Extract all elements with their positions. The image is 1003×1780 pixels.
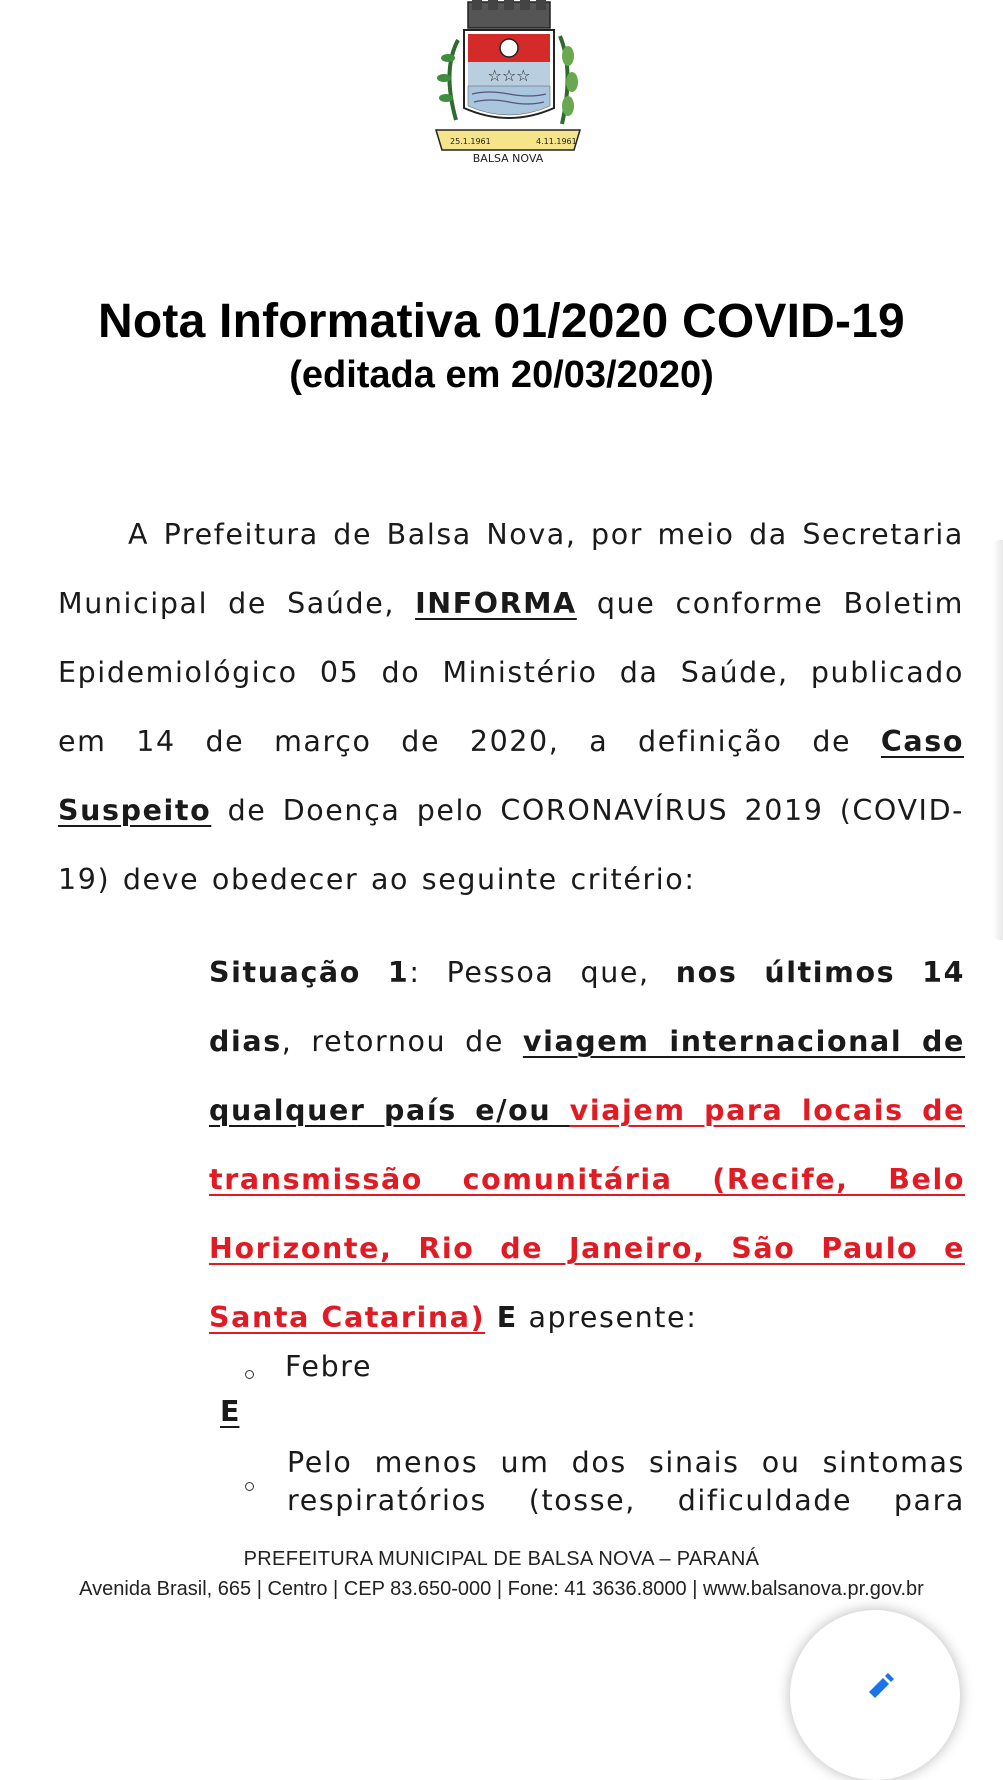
and-connector-marker: E (220, 1395, 240, 1428)
svg-text:4.11.1961: 4.11.1961 (536, 137, 577, 146)
bullet-circle-icon (245, 1370, 254, 1379)
symptom-label-fever: Febre (285, 1350, 373, 1383)
para-text-3: de Doença pelo CORONAVÍRUS 2019 (COVID-19) deve obedecer ao seguinte critério: (58, 794, 964, 896)
svg-text:BALSA NOVA: BALSA NOVA (472, 152, 544, 165)
intro-paragraph (58, 500, 964, 914)
symptom-label-respiratory: Pelo menos um dos sinais ou sintomas respiratórios (tosse, dificuldade para (287, 1446, 965, 1517)
last-14-days-emphasis: nos últimos 14 dias (209, 956, 966, 1058)
municipal-crest-logo (428, 0, 588, 170)
pencil-icon (865, 1670, 895, 1700)
para-text-2: que conforme Boletim Epidemiológico 05 do Ministério da Saúde, publicado em 14 de março de 2020, a definição de (58, 587, 964, 758)
community-transmission-emphasis: viajem para locais de transmissão comunitária (Recife, Belo Horizonte, Rio de Janeiro, São Paulo e Santa Catarina) (209, 1094, 965, 1334)
situation-text-2: , retornou de (281, 1025, 523, 1058)
situation-label: Situação 1 (209, 956, 410, 989)
and-connector: E (485, 1301, 518, 1334)
document-title: Nota Informativa 01/2020 COVID-19 (98, 295, 905, 348)
floating-action-button[interactable] (790, 1610, 960, 1780)
situation-text-1: : Pessoa que, (409, 956, 676, 989)
informa-emphasis: INFORMA (415, 587, 577, 620)
international-travel-emphasis: viagem internacional de qualquer país e/ou (209, 1025, 965, 1127)
situation-text-3: apresente: (517, 1301, 698, 1334)
situation-1-block (209, 938, 965, 1352)
svg-text:25.1.1961: 25.1.1961 (450, 137, 491, 146)
footer-institution: PREFEITURA MUNICIPAL DE BALSA NOVA – PARANÁ (243, 1548, 760, 1570)
para-text-1: A Prefeitura de Balsa Nova, por meio da Secretaria Municipal de Saúde, (58, 518, 964, 620)
caso-suspeito-emphasis: Caso Suspeito (58, 725, 964, 827)
scroll-edge-handle[interactable] (993, 540, 1003, 940)
footer-address: Avenida Brasil, 665 | Centro | CEP 83.650-000 | Fone: 41 3636.8000 | www.balsanova.pr.gov.br (79, 1578, 924, 1600)
document-subtitle: (editada em 20/03/2020) (289, 354, 714, 396)
bullet-circle-icon (245, 1482, 254, 1491)
svg-text:☆☆☆: ☆☆☆ (487, 66, 531, 85)
